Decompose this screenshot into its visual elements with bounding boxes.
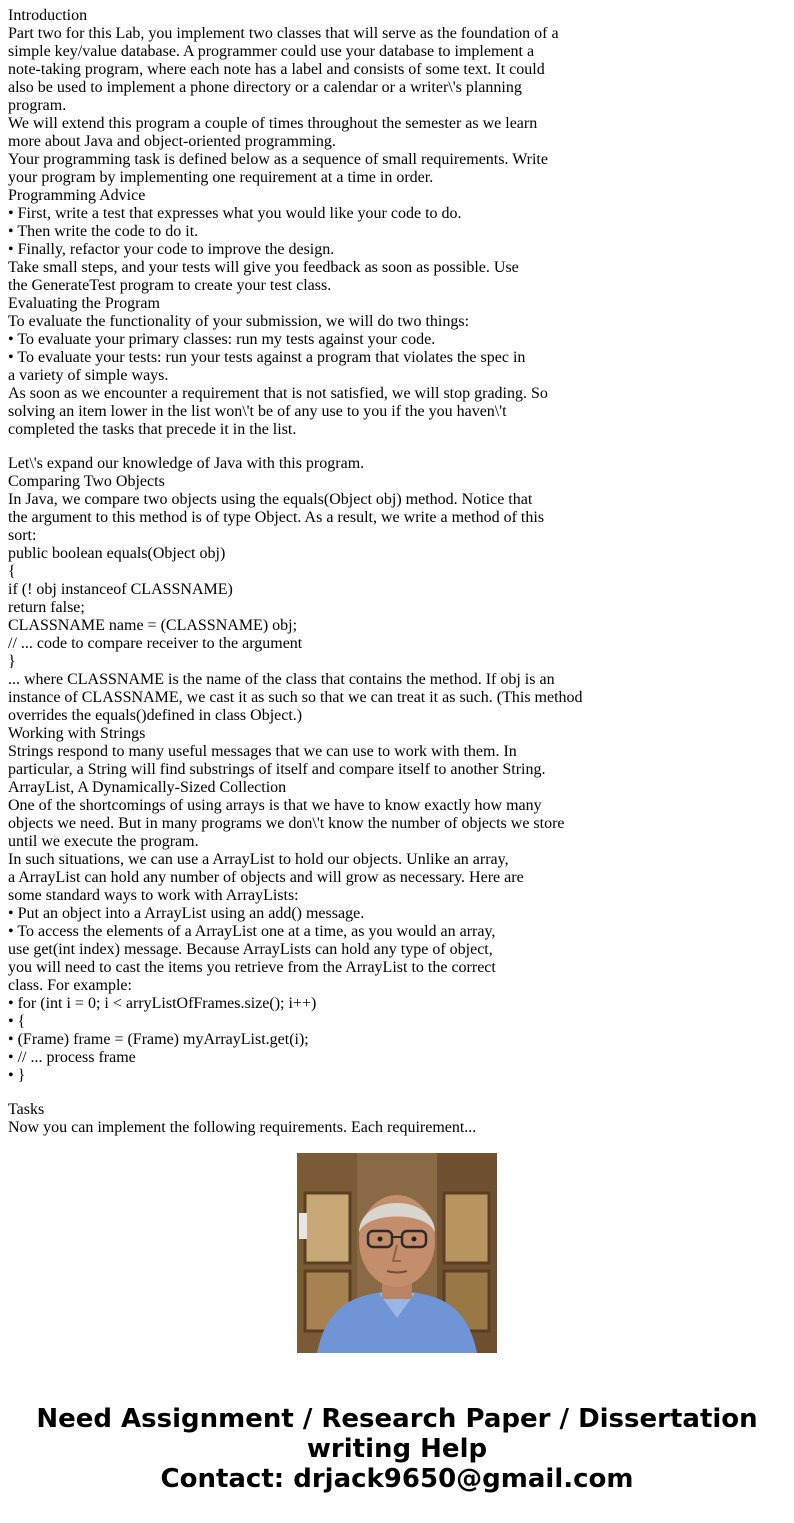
text-line: • Finally, refactor your code to improve the design. — [8, 241, 335, 258]
text-line: objects we need. But in many programs we don\'t know the number of objects we store — [8, 815, 565, 832]
text-line: Evaluating the Program — [8, 295, 160, 312]
text-line: Your programming task is defined below as a sequence of small requirements. Write — [8, 151, 548, 168]
text-line: until we execute the program. — [8, 833, 199, 850]
text-line: • Then write the code to do it. — [8, 223, 199, 240]
text-line: • To evaluate your tests: run your tests against a program that violates the spec in — [8, 349, 526, 366]
text-line: the argument to this method is of type Object. As a result, we write a method of this — [8, 509, 545, 526]
document-body — [8, 7, 768, 1136]
text-line: • } — [8, 1067, 26, 1084]
text-line: } — [8, 653, 16, 670]
profile-photo — [297, 1153, 497, 1353]
text-line: We will extend this program a couple of times throughout the semester as we learn — [8, 115, 538, 132]
portrait-image — [297, 1153, 497, 1353]
text-line: • To evaluate your primary classes: run my tests against your code. — [8, 331, 436, 348]
text-line: solving an item lower in the list won\'t be of any use to you if the you haven\'t — [8, 403, 507, 420]
text-line: • To access the elements of a ArrayList one at a time, as you would an array, — [8, 923, 496, 940]
text-line: the GenerateTest program to create your test class. — [8, 277, 332, 294]
text-line: // ... code to compare receiver to the argument — [8, 635, 303, 652]
text-line: Tasks — [8, 1101, 45, 1118]
text-line: Strings respond to many useful messages that we can use to work with them. In — [8, 743, 517, 760]
text-line: Part two for this Lab, you implement two classes that will serve as the foundation of a — [8, 25, 559, 42]
text-line: One of the shortcomings of using arrays is that we have to know exactly how many — [8, 797, 542, 814]
text-line: also be used to implement a phone directory or a calendar or a writer\'s planning — [8, 79, 522, 96]
contact-banner — [0, 1404, 794, 1494]
text-line: Now you can implement the following requirements. Each requirement... — [8, 1119, 477, 1136]
text-line: overrides the equals()defined in class Object.) — [8, 707, 303, 724]
text-line: note-taking program, where each note has a label and consists of some text. It could — [8, 61, 545, 78]
text-line: completed the tasks that precede it in the list. — [8, 421, 297, 438]
text-line: In Java, we compare two objects using the equals(Object obj) method. Notice that — [8, 491, 533, 508]
text-line: In such situations, we can use a ArrayList to hold our objects. Unlike an array, — [8, 851, 509, 868]
text-line: As soon as we encounter a requirement that is not satisfied, we will stop grading. So — [8, 385, 548, 402]
text-line: some standard ways to work with ArrayLists: — [8, 887, 299, 904]
banner-line-1: Need Assignment / Research Paper / Dissertation — [36, 1404, 758, 1434]
text-line: ArrayList, A Dynamically-Sized Collection — [8, 779, 287, 796]
text-line: • First, write a test that expresses what you would like your code to do. — [8, 205, 462, 222]
text-line: your program by implementing one requirement at a time in order. — [8, 169, 434, 186]
text-line: CLASSNAME name = (CLASSNAME) obj; — [8, 617, 298, 634]
text-line: simple key/value database. A programmer could use your database to implement a — [8, 43, 535, 60]
text-line: • // ... process frame — [8, 1049, 136, 1066]
text-line: Working with Strings — [8, 725, 146, 742]
text-line: ... where CLASSNAME is the name of the class that contains the method. If obj is an — [8, 671, 555, 688]
banner-line-3: Contact: drjack9650@gmail.com — [160, 1464, 634, 1494]
text-line: a ArrayList can hold any number of objects and will grow as necessary. Here are — [8, 869, 524, 886]
text-line: • Put an object into a ArrayList using an add() message. — [8, 905, 365, 922]
text-line: if (! obj instanceof CLASSNAME) — [8, 581, 233, 598]
text-line: return false; — [8, 599, 85, 616]
text-line: use get(int index) message. Because ArrayLists can hold any type of object, — [8, 941, 493, 958]
text-line: particular, a String will find substrings of itself and compare itself to another String. — [8, 761, 546, 778]
text-line: Take small steps, and your tests will give you feedback as soon as possible. Use — [8, 259, 519, 276]
text-line: instance of CLASSNAME, we cast it as such so that we can treat it as such. (This method — [8, 689, 583, 706]
text-line: • for (int i = 0; i < arryListOfFrames.size(); i++) — [8, 995, 317, 1012]
text-line: a variety of simple ways. — [8, 367, 169, 384]
text-line: public boolean equals(Object obj) — [8, 545, 226, 562]
text-line: sort: — [8, 527, 37, 544]
text-line: • { — [8, 1013, 26, 1030]
text-line: • (Frame) frame = (Frame) myArrayList.get(i); — [8, 1031, 309, 1048]
text-line: you will need to cast the items you retrieve from the ArrayList to the correct — [8, 959, 496, 976]
text-line: Programming Advice — [8, 187, 146, 204]
text-line: Let\'s expand our knowledge of Java with this program. — [8, 455, 365, 472]
banner-line-2: writing Help — [306, 1434, 488, 1464]
text-line: To evaluate the functionality of your submission, we will do two things: — [8, 313, 470, 330]
text-line: class. For example: — [8, 977, 132, 994]
text-line: more about Java and object-oriented programming. — [8, 133, 336, 150]
text-line: program. — [8, 97, 67, 114]
text-line: Introduction — [8, 7, 88, 24]
paragraph-gap — [8, 1085, 768, 1101]
text-line: Comparing Two Objects — [8, 473, 165, 490]
paragraph-gap — [8, 439, 768, 455]
text-line: { — [8, 563, 16, 580]
